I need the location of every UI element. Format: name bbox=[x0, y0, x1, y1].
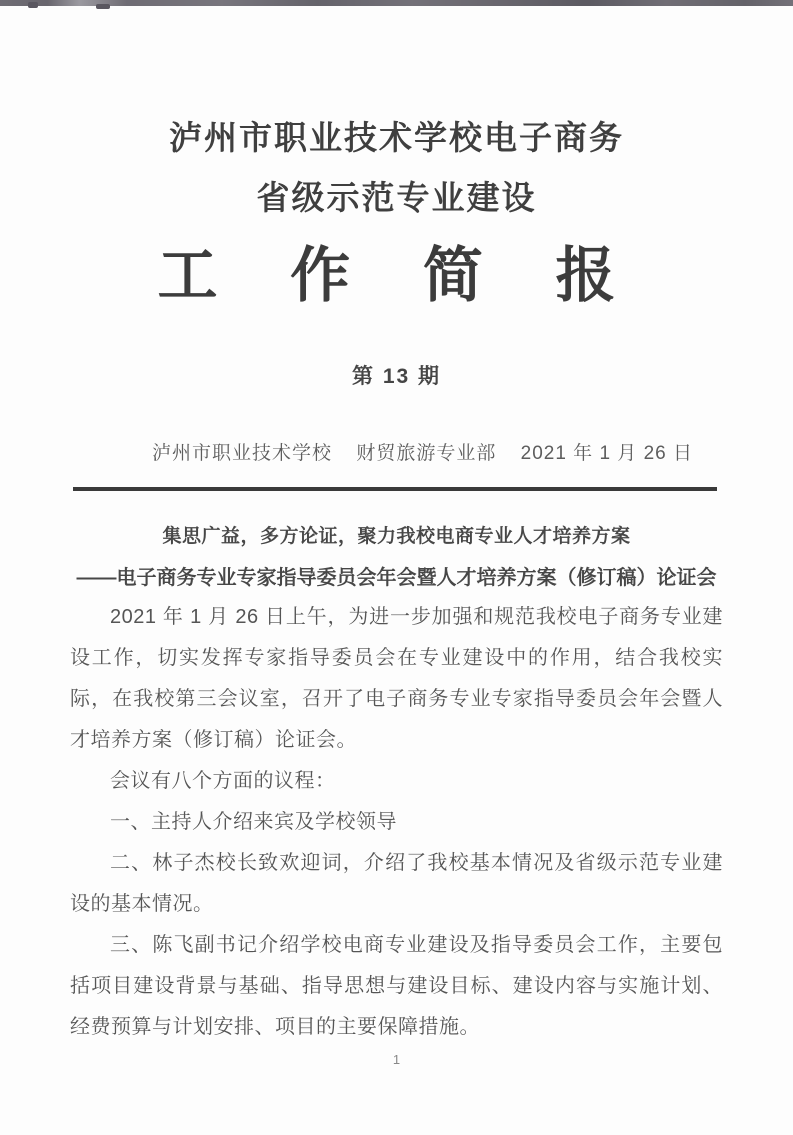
publication-info-line bbox=[70, 438, 723, 465]
document-title-line2: 省级示范专业建设 bbox=[256, 179, 537, 216]
page-number: 1 bbox=[392, 1052, 401, 1067]
scan-speck bbox=[96, 4, 110, 9]
body-paragraph: 会议有八个方面的议程： bbox=[110, 770, 336, 792]
department-name: 财贸旅游专业部 bbox=[356, 443, 497, 464]
article-subheadline: ——电子商务专业专家指导委员会年会暨人才培养方案（修订稿）论证会 bbox=[76, 567, 717, 589]
body-paragraph: 三、陈飞副书记介绍学校电商专业建设及指导委员会工作，主要包括项目建设背景与基础、指导思想与建设目标、建设内容与实施计划、经费预算与计划安排、项目的主要保障措施。 bbox=[70, 934, 723, 1038]
masthead-divider-rule bbox=[73, 487, 717, 491]
issue-number: 第 13 期 bbox=[351, 365, 442, 388]
article-headline: 集思广益，多方论证，聚力我校电商专业人才培养方案 bbox=[162, 526, 631, 547]
body-paragraph: 一、主持人介绍来宾及学校领导 bbox=[110, 811, 397, 833]
masthead-title: 工 作 简 报 bbox=[157, 242, 636, 309]
publisher-name: 泸州市职业技术学校 bbox=[152, 443, 333, 464]
scan-edge-artifact bbox=[0, 0, 793, 6]
body-paragraph: 二、林子杰校长致欢迎词，介绍了我校基本情况及省级示范专业建设的基本情况。 bbox=[70, 852, 723, 915]
body-paragraph: 2021 年 1 月 26 日上午，为进一步加强和规范我校电子商务专业建设工作，切实发挥专家指导委员会在专业建设中的作用，结合我校实际，在我校第三会议室，召开了电子商务专业专家指导委员会年会暨人才培养方案（修订稿）论证会。 bbox=[70, 606, 723, 751]
publication-date: 2021 年 1 月 26 日 bbox=[520, 443, 693, 464]
scan-speck bbox=[28, 2, 38, 8]
article-body bbox=[70, 597, 723, 1048]
document-title-line1: 泸州市职业技术学校电子商务 bbox=[169, 119, 624, 156]
